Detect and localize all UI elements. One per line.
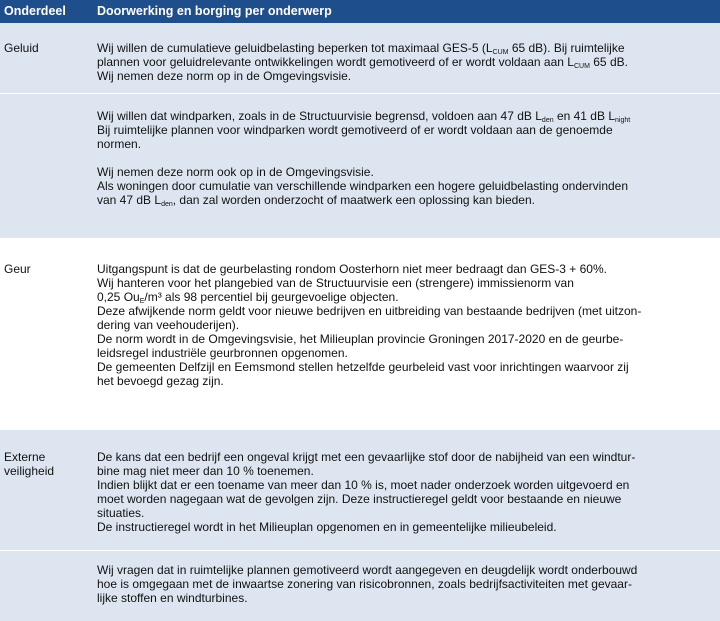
row-text	[97, 450, 697, 534]
text-segment: Deze afwijkende norm geldt voor nieuwe bedrijven en uitbreiding van bestaande bedrijven (met uitzon-	[97, 304, 642, 318]
text-segment: 65 dB.	[589, 55, 628, 69]
text-line	[97, 332, 697, 346]
text-segment: lijke stoffen en windturbines.	[97, 591, 248, 605]
text-segment: /m³ als 98 percentiel bij geurgevoelige objecten.	[144, 290, 399, 304]
subscript: den	[541, 117, 554, 124]
text-line	[97, 478, 697, 492]
text-segment: Indien blijkt dat er een toename van meer dan 10 % is, moet nader onderzoek worden uitgevoerd en	[97, 478, 630, 492]
text-segment: Wij nemen deze norm op in de Omgevingsvisie.	[97, 69, 352, 83]
row-label: Geluid	[4, 41, 39, 55]
text-line	[97, 69, 697, 83]
text-segment: bine mag niet meer dan 10 % toenemen.	[97, 464, 314, 478]
text-segment: Wij nemen deze norm ook op in de Omgevingsvisie.	[97, 165, 374, 179]
text-line	[97, 464, 697, 478]
text-line	[97, 520, 697, 534]
text-segment: De norm wordt in de Omgevingsvisie, het Milieuplan provincie Groningen 2017-2020 en de geurbe-	[97, 332, 624, 346]
text-line	[97, 450, 697, 464]
table-row	[0, 551, 720, 621]
text-line	[97, 137, 697, 151]
text-line	[97, 318, 697, 332]
table-header	[0, 0, 720, 23]
text-line	[97, 41, 697, 55]
text-segment: Wij willen de cumulatieve geluidbelasting beperken tot maximaal GES-5 (L	[97, 41, 493, 55]
text-line	[97, 346, 697, 360]
text-line	[97, 563, 697, 577]
row-text	[97, 109, 697, 207]
text-line	[97, 123, 697, 137]
text-segment: dering van veehouderijen).	[97, 318, 240, 332]
text-line	[97, 360, 697, 374]
text-segment: leidsregel industriële geurbronnen opgenomen.	[97, 346, 348, 360]
header-col-doorwerking: Doorwerking en borging per onderwerp	[97, 4, 332, 18]
text-segment: hoe is omgegaan met de inwaartse zonering van risicobronnen, zoals bedrijfsactiviteiten met gevaar-	[97, 577, 632, 591]
text-line	[97, 374, 697, 388]
text-segment: het bevoegd gezag zijn.	[97, 374, 224, 388]
text-line	[97, 591, 697, 605]
text-line	[97, 492, 697, 506]
subscript: den	[161, 201, 173, 208]
row-label: Externe veiligheid	[4, 450, 55, 478]
table-row	[0, 23, 720, 93]
text-segment: Wij hanteren voor het plangebied van de Structuurvisie een (strengere) immissienorm van	[97, 276, 574, 290]
text-segment: plannen voor geluidrelevante ontwikkelingen wordt gemotiveerd of er wordt voldaan aan L	[97, 55, 574, 69]
text-line	[97, 55, 697, 69]
text-segment: Bij ruimtelijke plannen voor windparken wordt gemotiveerd of er wordt voldaan aan de genoemde	[97, 123, 613, 137]
table-row	[0, 238, 720, 430]
text-line	[97, 577, 697, 591]
blank-line	[97, 151, 697, 165]
text-segment: situaties.	[97, 506, 145, 520]
text-line	[97, 165, 697, 179]
text-segment: Wij willen dat windparken, zoals in de Structuurvisie begrensd, voldoen aan 47 dB L	[97, 109, 542, 123]
text-segment: moet worden nagegaan wat de gevolgen zijn. Deze instructieregel geldt voor bestaande en nieuwe	[97, 492, 622, 506]
text-segment: en 41 dB L	[553, 109, 615, 123]
text-segment: De gemeenten Delfzijl en Eemsmond stellen hetzelfde geurbeleid vast voor inrichtingen waarvoor zij	[97, 360, 629, 374]
text-line	[97, 193, 697, 207]
text-segment: Wij vragen dat in ruimtelijke plannen gemotiveerd wordt aangegeven en deugdelijk wordt onderbouwd	[97, 563, 638, 577]
text-segment: normen.	[97, 137, 142, 151]
text-line	[97, 506, 697, 520]
text-segment: De kans dat een bedrijf een ongeval krijgt met een gevaarlijke stof door de nabijheid van een windtur-	[97, 450, 636, 464]
table-row	[0, 430, 720, 550]
header-col-onderdeel: Onderdeel	[4, 4, 66, 18]
text-segment: 0,25 Ou	[97, 290, 140, 304]
text-segment: Uitgangspunt is dat de geurbelasting rondom Oosterhorn niet meer bedraagt dan GES-3 + 60%.	[97, 262, 607, 276]
table-row	[0, 94, 720, 238]
row-text	[97, 262, 697, 388]
subscript: night	[615, 117, 631, 124]
subscript: CUM	[492, 49, 509, 56]
text-line	[97, 276, 697, 290]
row-text	[97, 41, 697, 83]
row-label: Geur	[4, 262, 31, 276]
subscript: CUM	[573, 63, 590, 70]
text-line	[97, 304, 697, 318]
text-segment: , dan zal worden onderzocht of maatwerk een oplossing kan bieden.	[172, 193, 535, 207]
text-line	[97, 109, 697, 123]
row-text	[97, 563, 697, 605]
text-segment: 65 dB). Bij ruimtelijke	[508, 41, 625, 55]
text-segment: van 47 dB L	[97, 193, 162, 207]
text-segment: Als woningen door cumulatie van verschillende windparken een hogere geluidbelasting ondervinden	[97, 179, 629, 193]
text-line	[97, 262, 697, 276]
text-segment: De instructieregel wordt in het Milieuplan opgenomen en in gemeentelijke milieubeleid.	[97, 520, 557, 534]
subscript: E	[139, 298, 145, 305]
text-line	[97, 290, 697, 304]
text-line	[97, 179, 697, 193]
